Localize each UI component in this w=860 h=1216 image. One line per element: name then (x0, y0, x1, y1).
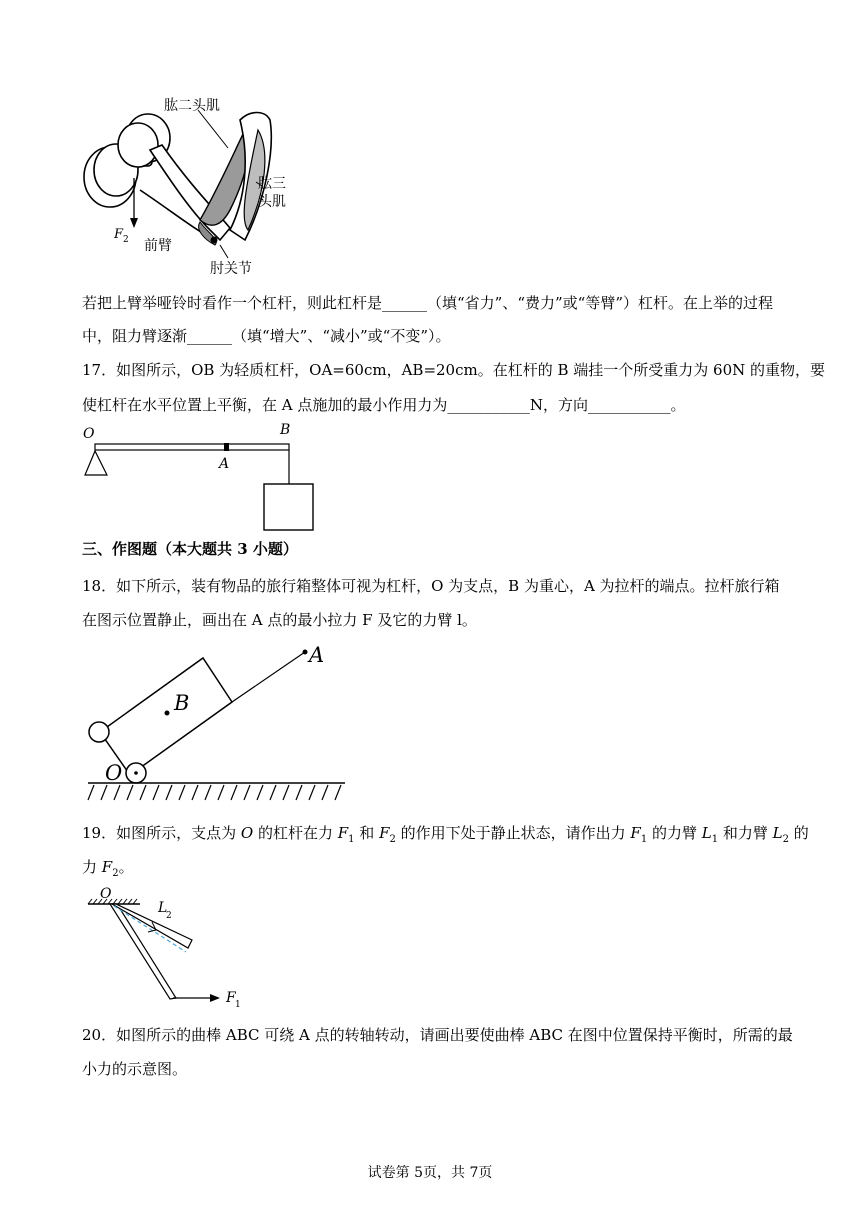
q16-text-line-2: 中，阻力臂逐渐______（填“增大”、“减小”或“不变”）。 (82, 327, 451, 345)
fulcrum-triangle (85, 451, 107, 475)
label-a: A (219, 456, 230, 472)
q17-text-line-1: 17．如图所示，OB 为轻质杠杆，OA=60cm，AB=20cm。在杠杆的 B 端挂一个所受重力为 60N 的重物，要 (82, 361, 826, 379)
point-b-dot (165, 711, 170, 716)
q19-text-line-1: 19．如图所示，支点为 O 的杠杆在力 $F_1$ 和 $F_2$ 的作用下处于静止状态，请作出力 $F_1$ 的力臂 $L_1$ 和力臂 $L_2$ 的 (82, 824, 809, 845)
label-o: O (83, 426, 95, 442)
luggage-body (100, 658, 232, 775)
q16-text-line-1: 若把上臂举哑铃时看作一个杠杆，则此杠杆是______（填“省力”、“费力”或“等臂”）杠杆。在上举的过程 (82, 294, 774, 312)
forearm-label: 前臂 (144, 238, 172, 254)
ground-hatch (88, 785, 341, 800)
q19-text-line-2: 力 $F_2$。 (82, 858, 134, 879)
biceps-label: 肱二头肌 (164, 98, 220, 114)
label-o: O (100, 886, 112, 902)
triceps-label-2: 头肌 (258, 194, 286, 210)
arm-dumbbell-figure (80, 90, 310, 280)
elbow-label: 肘关节 (210, 261, 252, 277)
elbow-joint-dot (211, 237, 218, 244)
point-a-dot (303, 650, 308, 655)
force-label-sub: 2 (123, 235, 129, 245)
lever-bar (95, 444, 289, 450)
f1-arrow-head (210, 994, 220, 1002)
ceiling-hatch (88, 899, 137, 904)
label-f-sub: 1 (235, 1000, 241, 1010)
label-l: L (158, 900, 168, 916)
force-arrow-head (130, 218, 138, 228)
label-l-sub: 2 (166, 911, 172, 921)
wheel-top (89, 722, 109, 742)
q20-text-line-1: 20．如图所示的曲棒 ABC 可绕 A 点的转轴转动，请画出要使曲棒 ABC 在图中位置保持平衡时，所需的最 (82, 1026, 793, 1044)
luggage-figure (80, 640, 360, 810)
q18-text-line-1: 18．如下所示，装有物品的旅行箱整体可视为杠杆，O 为支点，B 为重心，A 为拉杆的端点。拉杆旅行箱 (82, 577, 780, 595)
label-f: F (226, 990, 236, 1006)
page-footer: 试卷第 5页，共 7页 (367, 1165, 493, 1181)
lever-q19-figure (80, 882, 260, 1012)
q20-text-line-2: 小力的示意图。 (82, 1060, 188, 1078)
section-title: 三、作图题（本大题共 3 小题） (82, 540, 298, 558)
label-o: O (105, 761, 123, 785)
l2-dashed-line (114, 906, 186, 952)
label-b: B (174, 691, 190, 715)
hanging-weight (264, 484, 313, 530)
triceps-label-1: 肱三 (258, 176, 286, 192)
force-label: F (114, 227, 124, 242)
lever-figure (80, 418, 330, 538)
q18-text-line-2: 在图示位置静止，画出在 A 点的最小拉力 F 及它的力臂 l。 (82, 611, 477, 629)
label-a: A (309, 643, 325, 667)
label-b: B (280, 422, 291, 438)
luggage-handle (232, 652, 305, 702)
point-a-mark (224, 443, 229, 451)
q17-text-line-2: 使杠杆在水平位置上平衡，在 A 点施加的最小作用力为___________N，方向___________。 (82, 396, 686, 414)
